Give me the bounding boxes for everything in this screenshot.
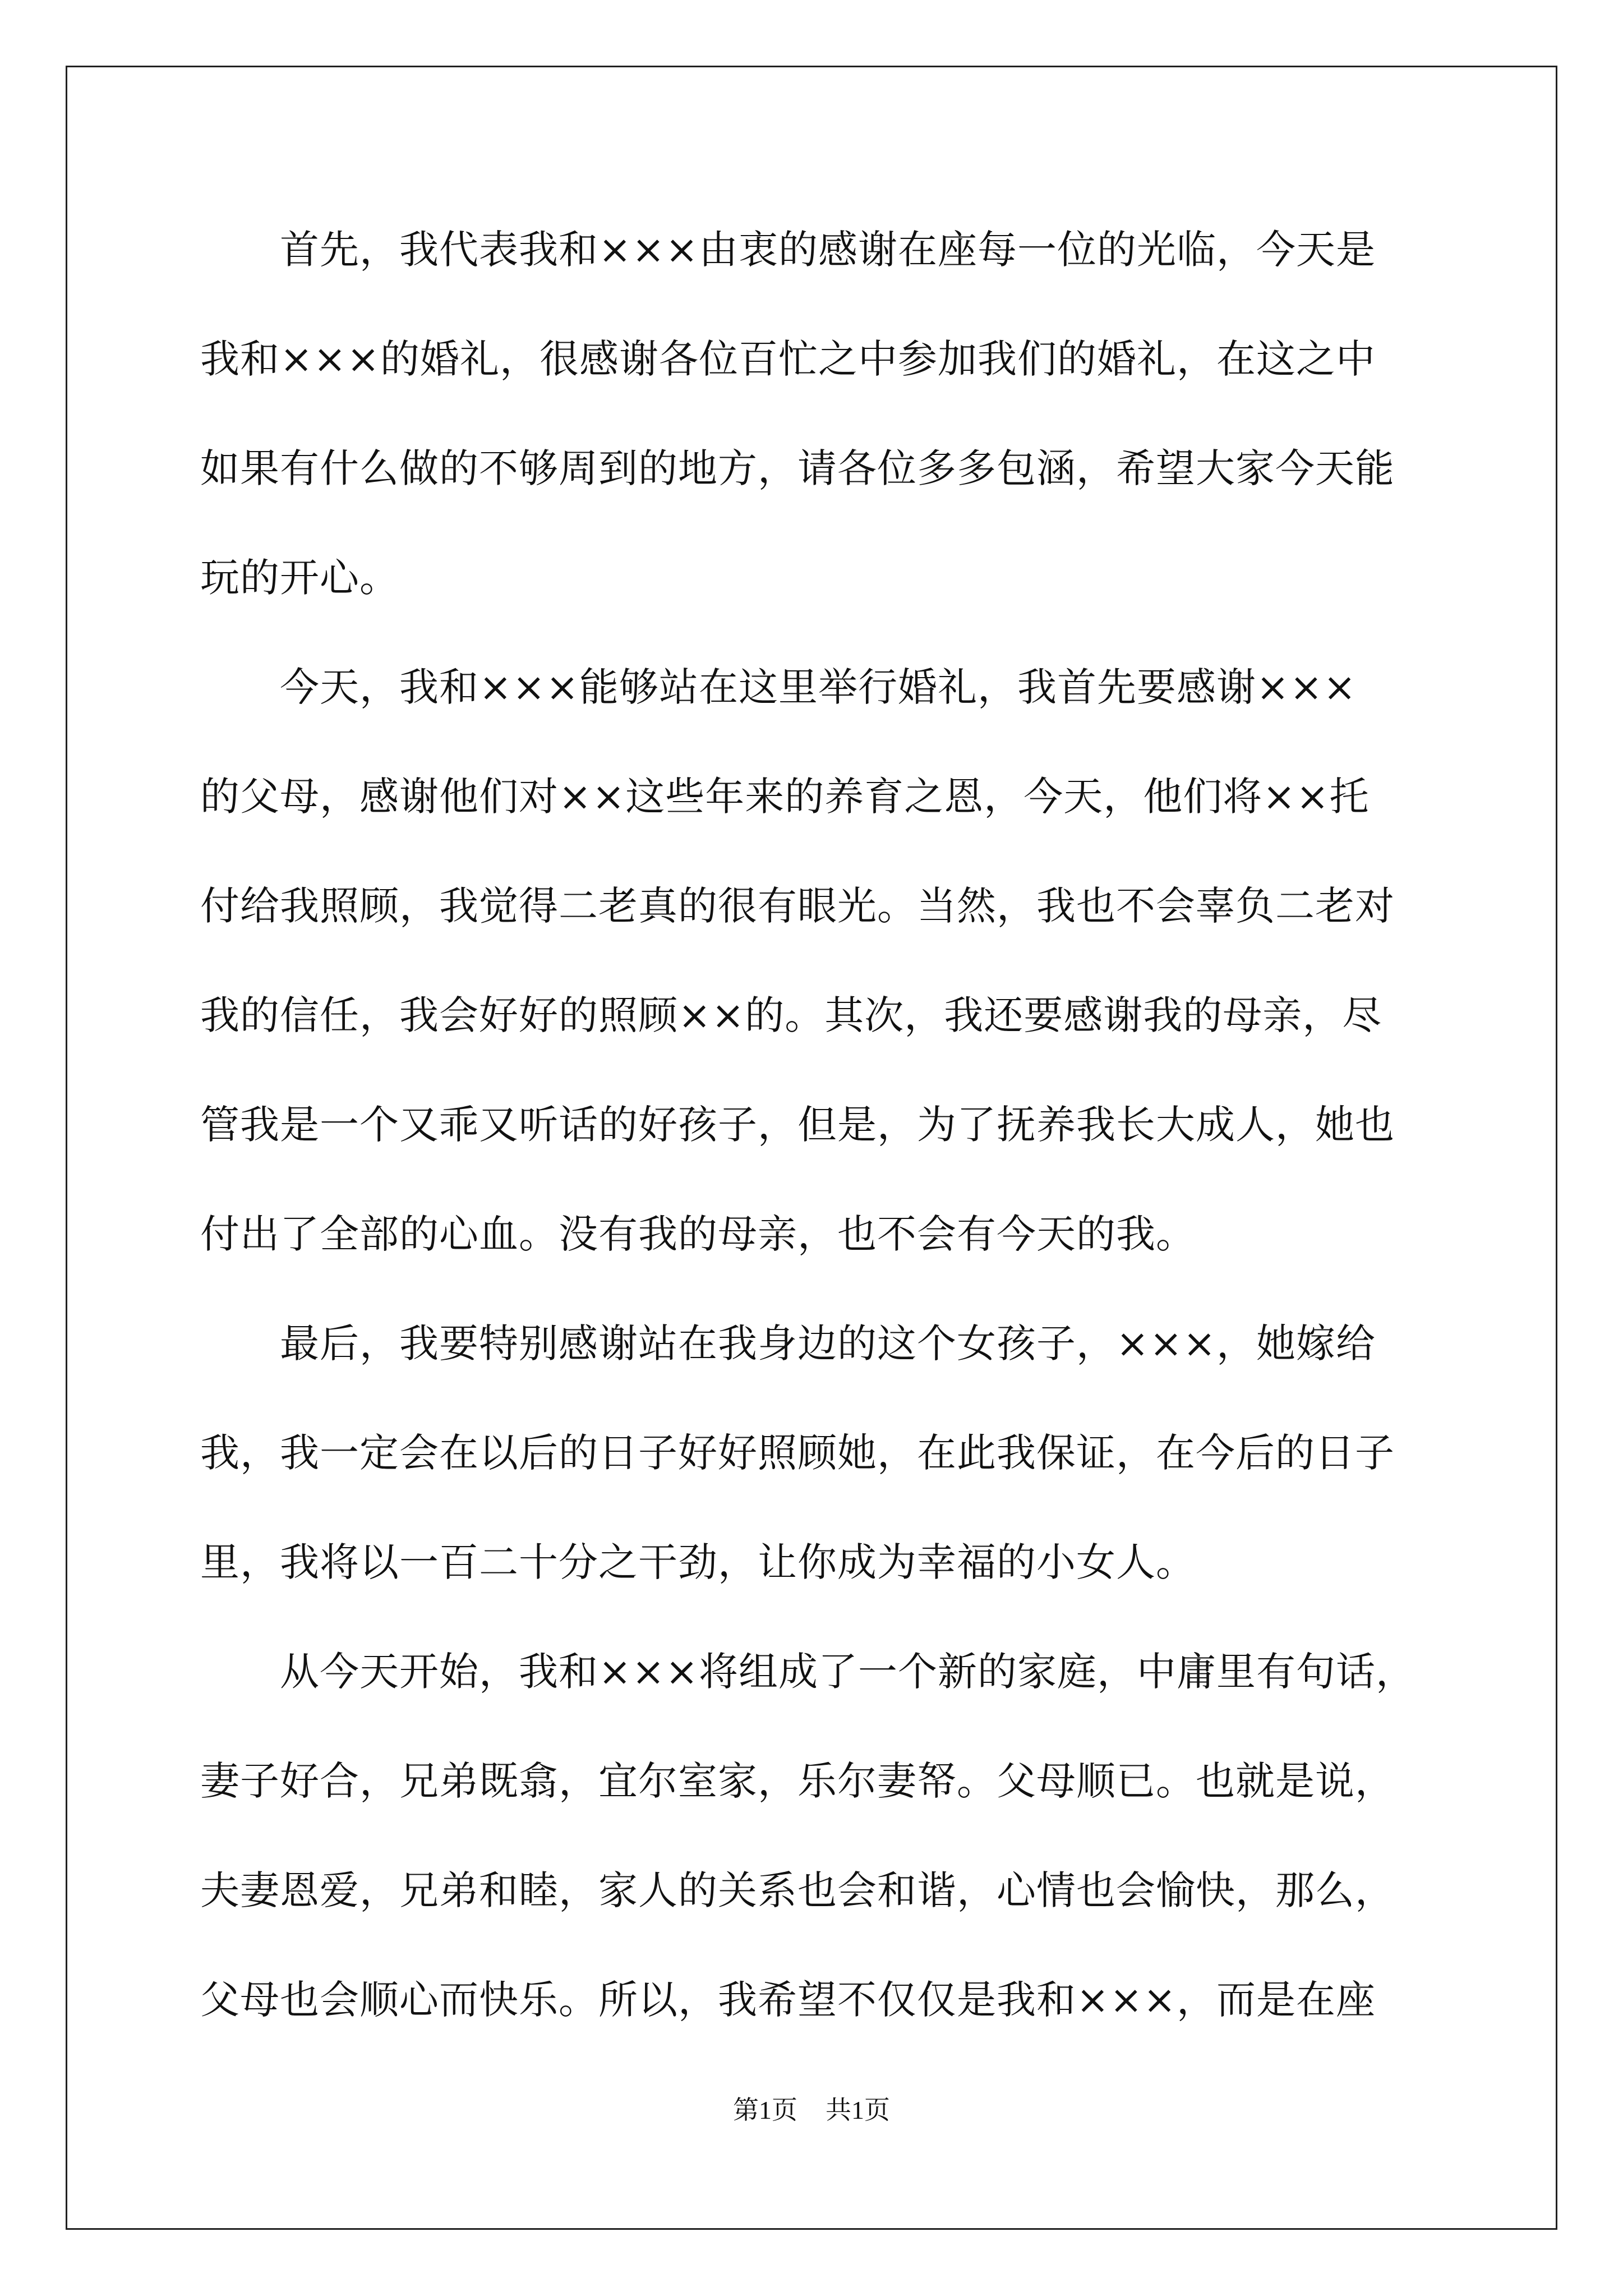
text-line: 里，我将以一百二十分之干劲，让你成为幸福的小女人。 <box>200 1539 1196 1585</box>
text-line: 父母也会顺心而快乐。所以，我希望不仅仅是我和×××，而是在座 <box>200 1977 1376 2023</box>
text-line: 妻子好合，兄弟既翕，宜尔室家，乐尔妻帑。父母顺已。也就是说， <box>200 1758 1395 1804</box>
text-line: 最后，我要特别感谢站在我身边的这个女孩子，×××，她嫁给 <box>200 1320 1376 1366</box>
text-line: 我的信任，我会好好的照顾××的。其次，我还要感谢我的母亲，尽 <box>200 992 1382 1038</box>
text-line: 今天，我和×××能够站在这里举行婚礼，我首先要感谢××× <box>200 664 1357 710</box>
text-line: 管我是一个又乖又听话的好孩子，但是，为了抚养我长大成人，她也 <box>200 1102 1395 1148</box>
page-footer <box>0 2093 1623 2127</box>
text-line: 我，我一定会在以后的日子好好照顾她，在此我保证，在今后的日子 <box>200 1430 1395 1476</box>
text-line: 首先，我代表我和×××由衷的感谢在座每一位的光临，今天是 <box>200 227 1376 273</box>
text-line: 付出了全部的心血。没有我的母亲，也不会有今天的我。 <box>200 1211 1196 1257</box>
page-number: 第1页 <box>733 2096 797 2124</box>
text-line: 玩的开心。 <box>200 555 399 601</box>
text-line: 夫妻恩爱，兄弟和睦，家人的关系也会和谐，心情也会愉快，那么， <box>200 1867 1395 1913</box>
text-line: 付给我照顾，我觉得二老真的很有眼光。当然，我也不会辜负二老对 <box>200 883 1395 929</box>
page-total: 共1页 <box>826 2096 890 2124</box>
text-line: 的父母，感谢他们对××这些年来的养育之恩，今天，他们将××托 <box>200 774 1370 820</box>
text-line: 我和×××的婚礼，很感谢各位百忙之中参加我们的婚礼，在这之中 <box>200 336 1376 382</box>
text-line: 如果有什么做的不够周到的地方，请各位多多包涵，希望大家今天能 <box>200 445 1395 491</box>
text-line: 从今天开始，我和×××将组成了一个新的家庭，中庸里有句话， <box>200 1649 1415 1695</box>
